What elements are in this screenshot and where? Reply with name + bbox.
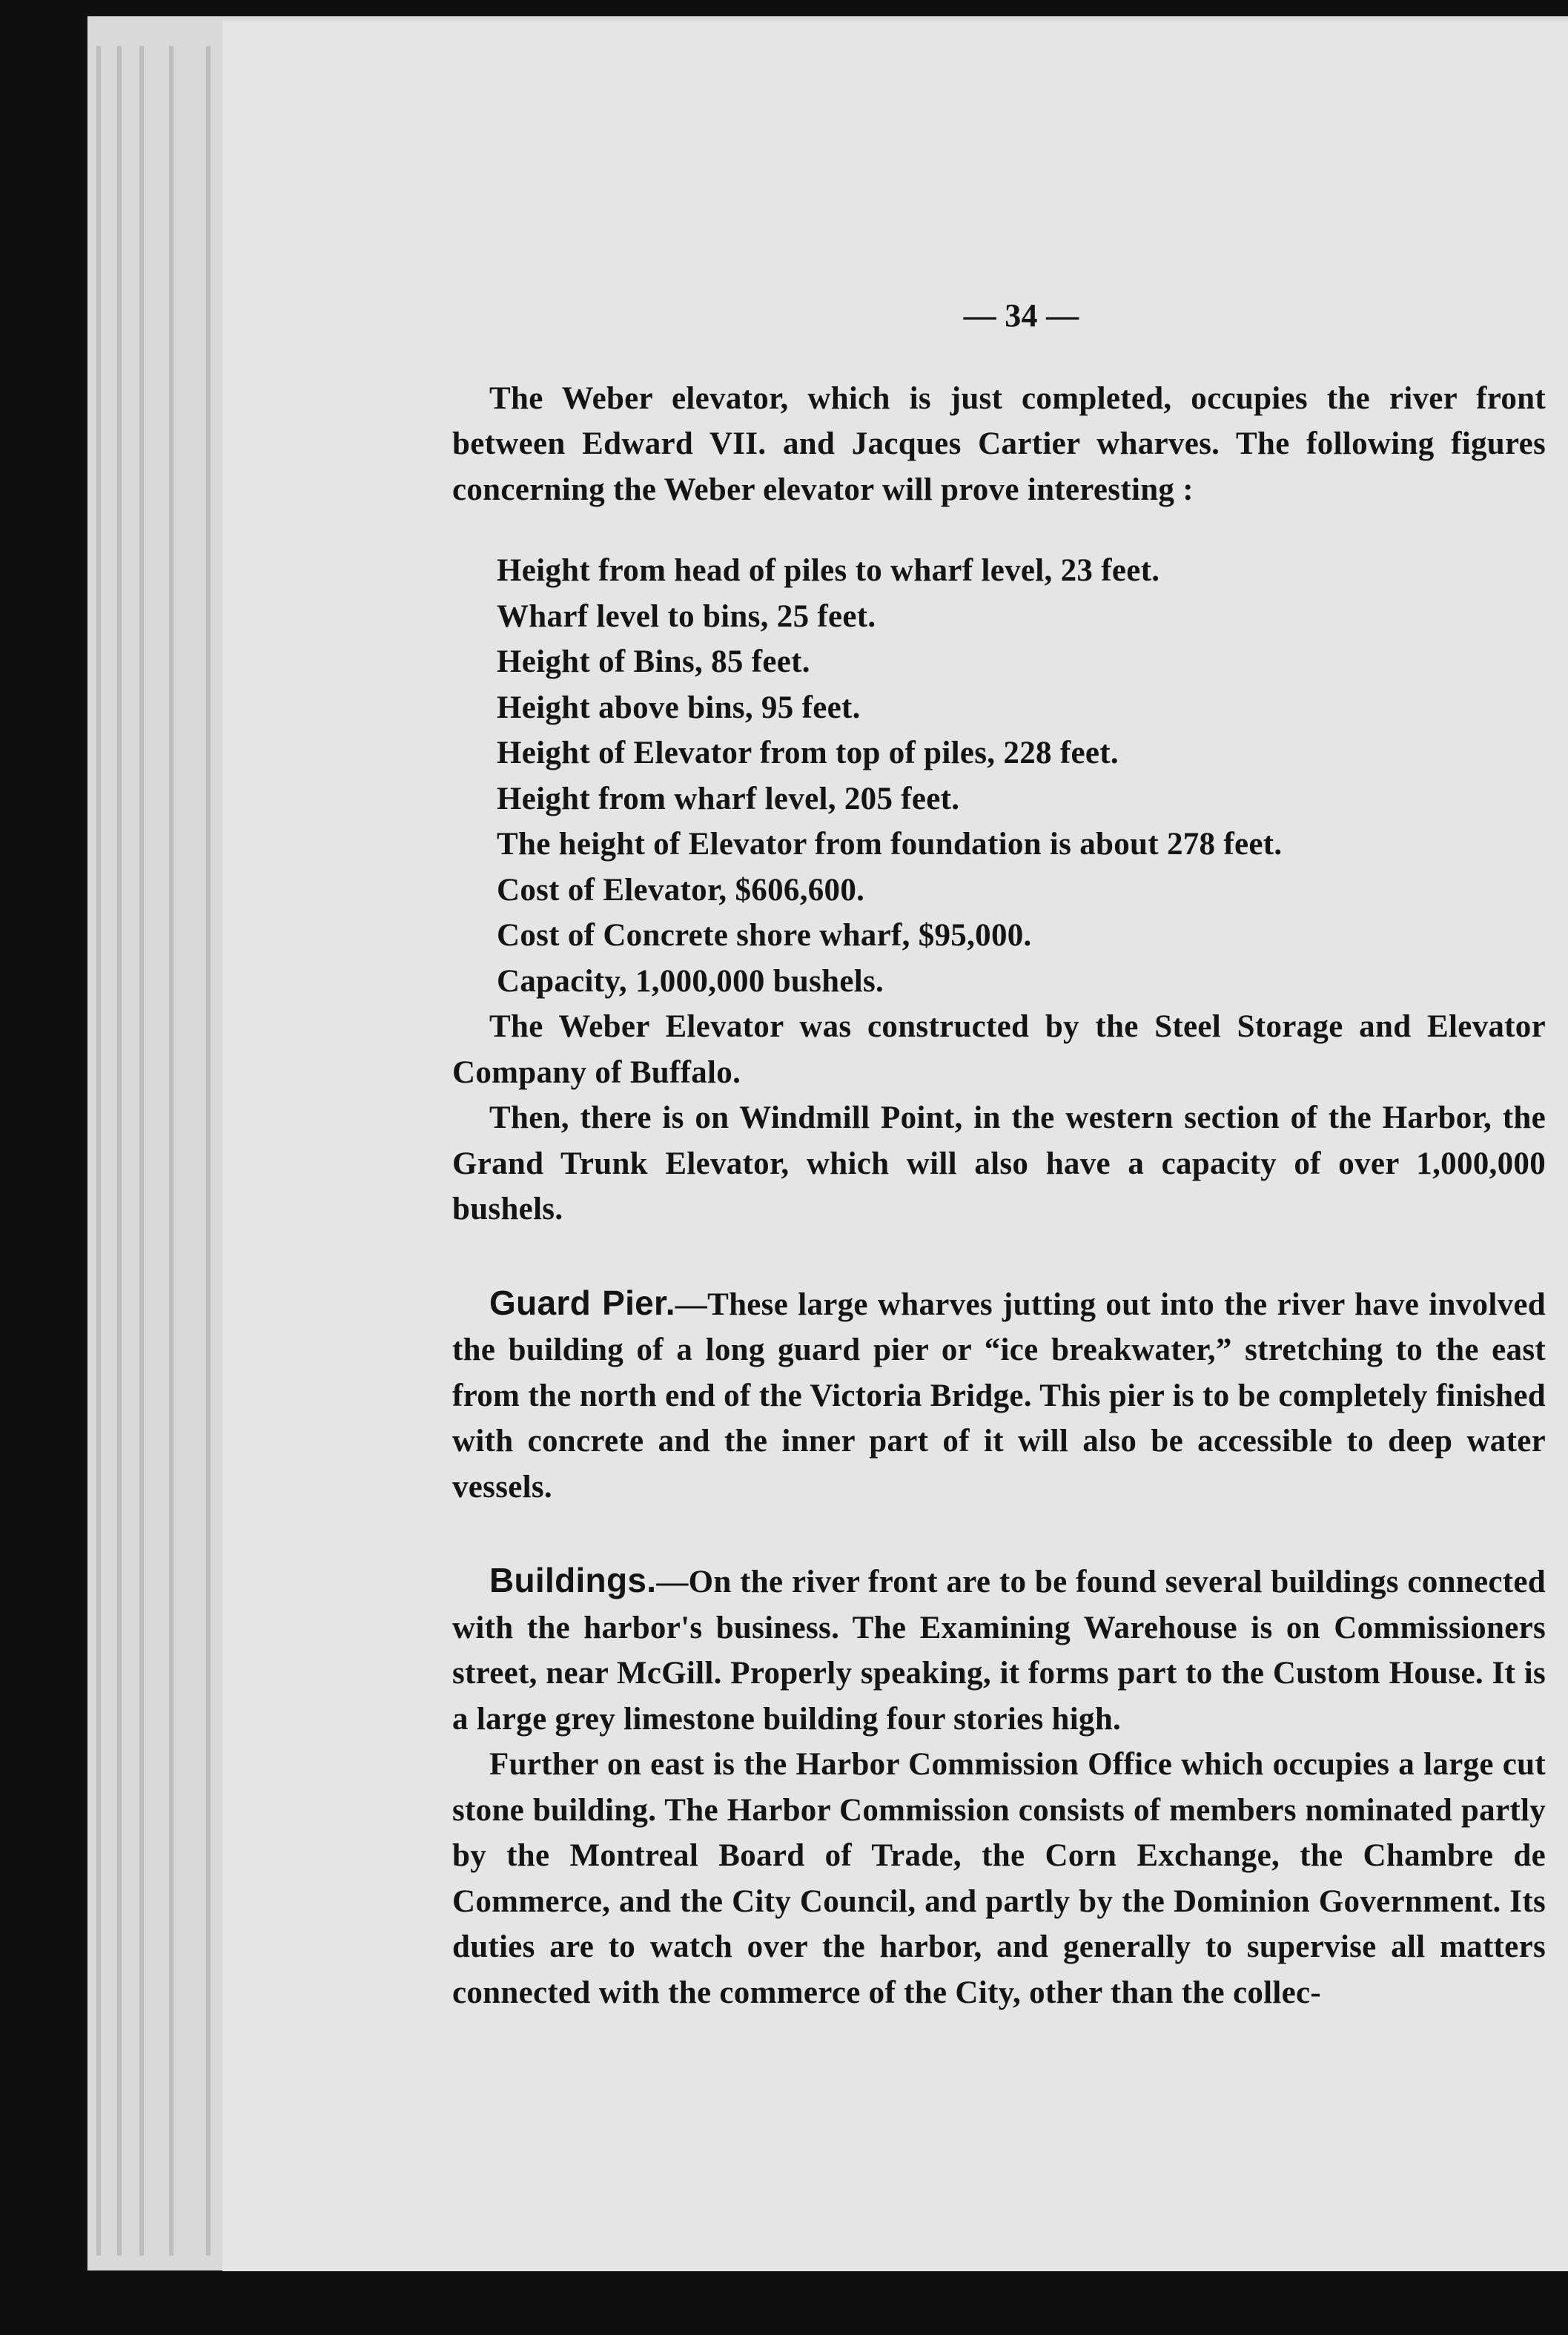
- buildings-body: —On the river front are to be found several buildings connected with the harbor's business. The Examining Warehouse is on Commissioners street, near McGill. Properly speaking, it forms part to the Custom House. It is a large grey limestone building four stories high.: [452, 1565, 1546, 1737]
- guard-pier-heading: Guard Pier.: [489, 1283, 675, 1322]
- figures-list: [497, 548, 1546, 1004]
- grand-trunk-paragraph: Then, there is on Windmill Point, in the western section of the Harbor, the Grand Trunk Elevator, which will also have a capacity of over 1,000,000 bushels.: [452, 1100, 1546, 1226]
- figure-item: Capacity, 1,000,000 bushels.: [497, 963, 884, 999]
- buildings-heading: Buildings.: [489, 1561, 657, 1599]
- figure-item: Wharf level to bins, 25 feet.: [497, 598, 876, 634]
- buildings-paragraph: [452, 1558, 1546, 1742]
- page-edge: [139, 46, 144, 2256]
- guard-pier-paragraph: [452, 1281, 1546, 1510]
- guard-pier-body: —These large wharves jutting out into the river have involved the building of a long guard pier or “ice breakwater,” stretching to the east from the north end of the Victoria Bridge. This pier is to be completely finished with concrete and the inner part of it will also be accessible to deep water vessels.: [452, 1287, 1547, 1505]
- figure-item: Height above bins, 95 feet.: [497, 690, 861, 725]
- constructed-paragraph: The Weber Elevator was constructed by the Steel Storage and Elevator Company of Buffalo.: [452, 1009, 1546, 1090]
- page-edge: [96, 46, 101, 2256]
- page-edge: [206, 46, 211, 2256]
- figure-item: The height of Elevator from foundation is about 278 feet.: [497, 827, 1283, 862]
- figure-item: Height from head of piles to wharf level, 23 feet.: [497, 553, 1160, 588]
- figure-item: Cost of Concrete shore wharf, $95,000.: [497, 918, 1032, 953]
- page-edge: [117, 46, 122, 2256]
- intro-paragraph: The Weber elevator, which is just completed, occupies the river front between Edward VII. and Jacques Cartier wharves. The following figures concerning the Weber elevator will prove interesting :: [452, 380, 1546, 507]
- figure-item: Height of Elevator from top of piles, 228 feet.: [497, 736, 1119, 770]
- figure-item: Height from wharf level, 205 feet.: [497, 781, 960, 816]
- page-edge: [169, 46, 173, 2256]
- page-text: [452, 293, 1546, 2015]
- page-number: — 34 —: [963, 297, 1079, 334]
- figure-item: Cost of Elevator, $606,600.: [497, 872, 865, 908]
- harbor-commission-paragraph: Further on east is the Harbor Commission Office which occupies a large cut stone building. The Harbor Commission consists of members nominated partly by the Montreal Board of Trade, the Corn Exchange, the Chambre de Commerce, and the City Council, and partly by the Dominion Government. Its duties are to watch over the harbor, and generally to supervise all matters connected with the commerce of the City, other than the collec-: [452, 1747, 1546, 2010]
- figure-item: Height of Bins, 85 feet.: [497, 644, 810, 679]
